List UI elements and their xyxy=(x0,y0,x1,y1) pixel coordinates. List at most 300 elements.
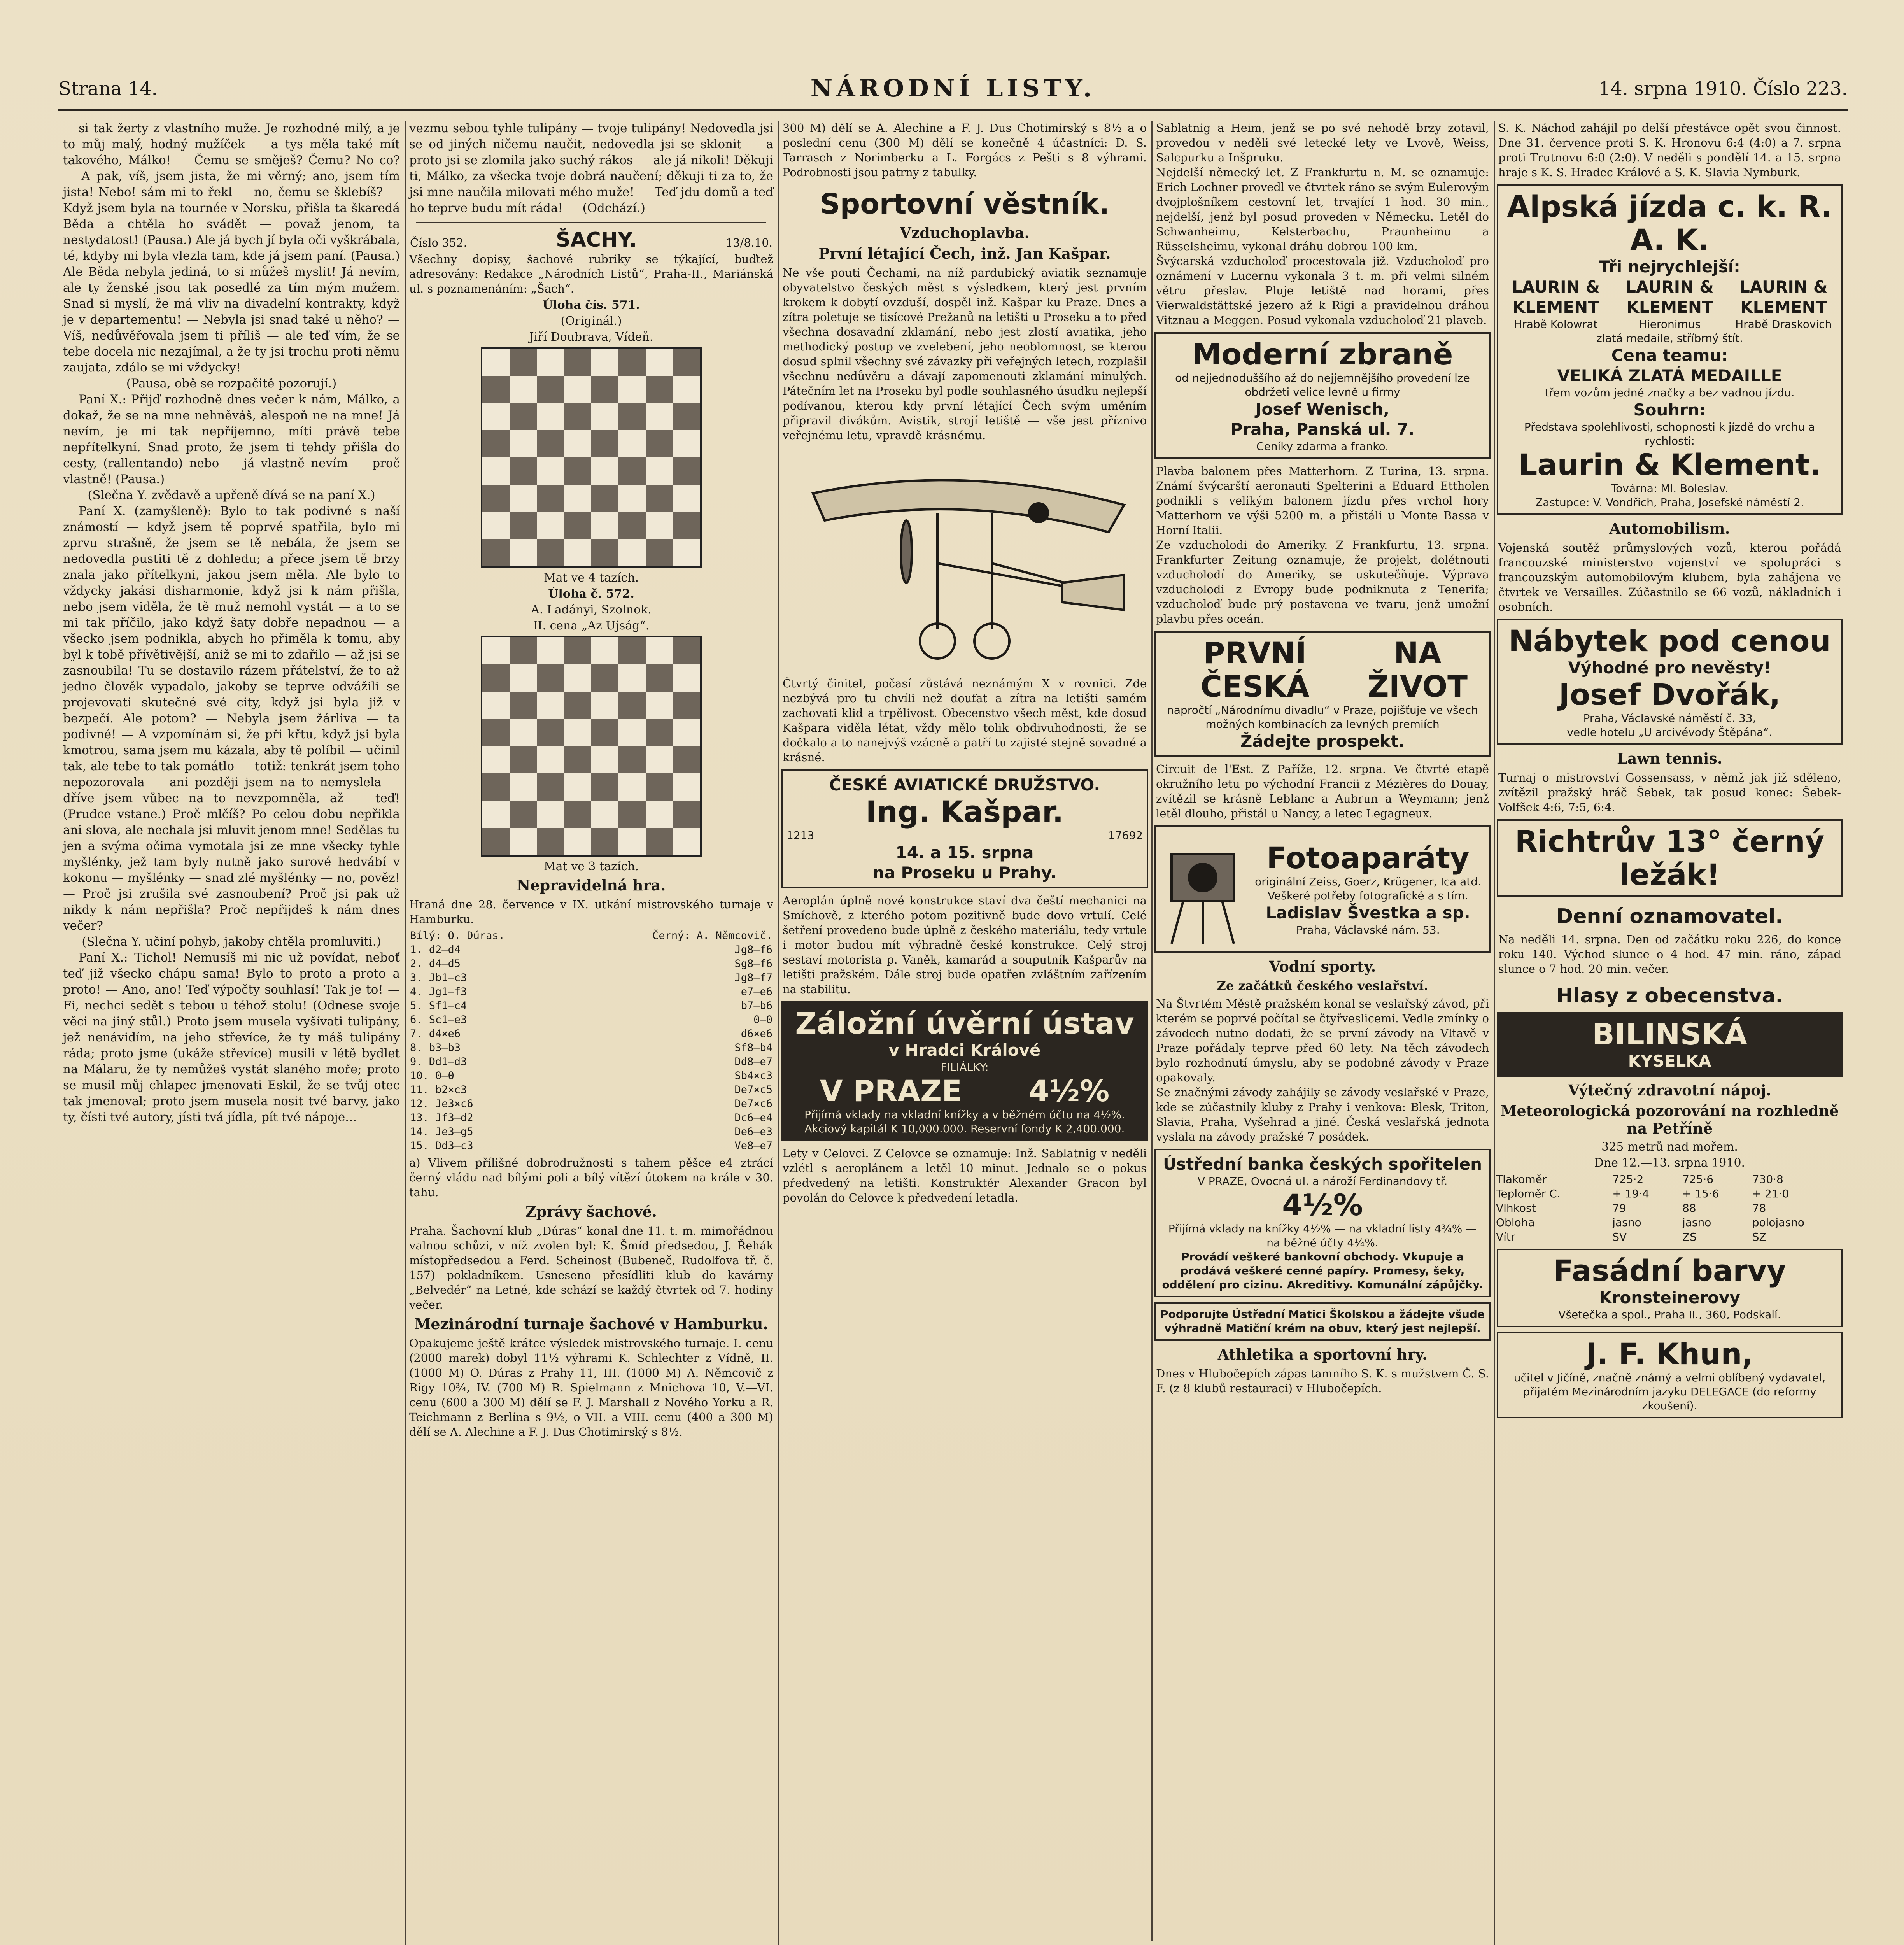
meteo-value: 79 xyxy=(1612,1202,1626,1214)
board-square xyxy=(673,801,700,828)
white-move: 5. Sf1—c4 xyxy=(410,1000,467,1012)
board-square xyxy=(482,664,510,692)
white-move: 10. 0—0 xyxy=(410,1070,454,1082)
black-move: d6×e6 xyxy=(741,1028,772,1040)
alpine-ad-summary: Souhrn: xyxy=(1633,400,1706,419)
board-square xyxy=(564,637,591,664)
meteo-row xyxy=(1494,1201,1846,1215)
white-player: Bílý: O. Dúras. xyxy=(410,930,505,942)
board-square xyxy=(564,746,591,773)
mineral-water-ad xyxy=(1497,1012,1843,1077)
meteo-row xyxy=(1494,1215,1846,1230)
savings-bank-text: Přijímá vklady na vkladní knížky a v běžném účtu na 4½%. Akciový kapitál K 10,000.000. Reservní fondy K 2,400.000. xyxy=(804,1108,1125,1135)
board-square xyxy=(591,539,618,566)
board-square xyxy=(618,692,646,719)
sport-text: Ne vše pouti Čechami, na níž pardubický aviatik seznamuje obyvatelstvo českých měst s výsledkem, který jest prvním krokem k dobytí ovzduší, dospěl inž. Kašpar ku Praze. Dnes a zítra poletuje se tisícové Prežanů na letišti u Proseku a to před všechna dosavadní zklamání, nebo jest zlostí aviatika, jeho methodický postup ve zvelebení, jeho neoblomnost, se kterou dosud splnil všechny své závazky při veřejných letech, rozplašil všechnu nedůvěru a dávají zapomenouti zklamání minulých. Pátečním let na Proseku byl podle souhlasného úsudku nejlepší podívanou, kterou kdy první létající Čech svým uměním připravil divákům. Avistik, strojí letiště — vše jest příznivo veřejnému letu, vpravdě krásnému. xyxy=(783,266,1147,442)
board-square xyxy=(646,512,673,539)
move-row xyxy=(410,1111,772,1125)
insurance-ad-title-row xyxy=(1160,636,1485,703)
problem-1-title: Úloha čís. 571. xyxy=(543,298,640,312)
board-square xyxy=(618,403,646,430)
board-square xyxy=(673,457,700,485)
board-square xyxy=(618,801,646,828)
board-square xyxy=(618,539,646,566)
board-square xyxy=(646,485,673,512)
feuilleton-end: vezmu sebou tyhle tulipány — tvoje tulipány! Nedovedla jsi se od jiných ničemu naučit, nedovedla jsi se sklonit — a proto jsi se zlomila jako suchý rákos — ale já nikoli! Děkuji ti, Málko, za všecka tvoje dobrá naučení; děkuji ti za to, že jsi mne naučila milovati mého muže! — Teď jdu domů a teď ho teprve budu mít ráda! — (Odchází.) xyxy=(409,121,773,215)
news-1: Sablatnig a Heim, jenž se po své nehodě brzy zotavil, provedou v neděli své letecké lety ve Lvově, Weiss, Salcpurku a Inšpruku. xyxy=(1156,121,1489,164)
meteo-value: 88 xyxy=(1682,1202,1696,1214)
car-driver: Hrabě Draskovich xyxy=(1735,318,1832,331)
chess-intro: Všechny dopisy, šachové rubriky se týkající, buďtež adresovány: Redakce „Národních Listů“, Praha-II., Mariánská ul. s poznamenáním: „Šach“. xyxy=(409,252,773,295)
board-square xyxy=(510,801,537,828)
news-3: Švýcarská vzducholoď procestovala již. Vzducholoď pro oznámení v Lucernu vykonala 3 t. m. při velmi silném větru přeslav. Pluje letiště nad horami, přes Vierwaldstättské jezero až k Rigi a pravidelnou dráhou Vitznau a Meggen. Posud vykonala vzducholoď 21 plaveb. xyxy=(1156,254,1489,327)
meteo-row xyxy=(1494,1186,1846,1201)
move-row xyxy=(410,1013,772,1027)
board-square xyxy=(646,457,673,485)
facade-ad-sub: Kronsteinerovy xyxy=(1599,1288,1740,1307)
circuit-news: Circuit de l'Est. Z Paříže, 12. srpna. Ve čtvrté etapě okružního letu po východní Francii z Mézières do Douay, zvítězil se krásně Leblanc a Aubrun a Weymann; jenž letěl dlouho, přistál u Nancy, a letec Legagneux. xyxy=(1156,762,1489,820)
weapons-ad-firm: Josef Wenisch, xyxy=(1255,400,1390,419)
paragraph: Paní X.: Přijď rozhodně dnes večer k nám, Málko, a dokaž, že se na mne nehněváš, alespoň ne na mne! Já nevím, je mi tak nepříjemno, míti právě tebe nepřítelkyní. Snad proto, že jsem ti tehdy přišla do cesty, (rallentando) nebo — já vlastně nevím — proč vlastně! (Pausa.) xyxy=(63,393,400,486)
sport-text-2: Čtvrtý činitel, počasí zůstává neznámým X v rovnici. Zde nezbývá pro tu chvíli než doufat a zítra na letišti samém zachovati klid a trpělivost. Obecenstvo všech měst, kde dosud Kašpara viděla létat, vždy mělo tolik obdivuhodnosti, že se dočkalo a to nanejvýš vzácně a patří tu zajisté stejně sovadné a krásné. xyxy=(783,677,1147,764)
facade-ad-firm: Všetečka a spol., Praha II., 360, Podskalí. xyxy=(1558,1308,1781,1321)
furniture-ad-title: Nábytek pod cenou xyxy=(1508,624,1831,658)
central-bank-title: Ústřední banka českých spořitelen xyxy=(1163,1155,1482,1174)
move-row xyxy=(410,957,772,971)
white-move: 4. Jg1—f3 xyxy=(410,986,467,998)
water-sports-text: Na Štvrtém Městě pražském konal se veslařský závod, při kterém se poprvé počítal se čtyřveslicemi. Vedle zmínky o závodech nutno dodati, že se první závody na Vltavě v Praze pořádaly teprve před 60 lety. Na těch závodech bylo rozhodnutí úmyslu, aby se podobné závody v Praze opakovaly. xyxy=(1156,997,1489,1084)
aeroplane-news: Aeroplán úplně nové konstrukce staví dva čeští mechanici na Smíchově, z kterého potom pozitivně bude dovo vrtulí. Celé šetření provedeno bude úplně z českého materiálu, tedy vrtule i motor budou mít výhradně české konstrukce. Celý stroj sestaví motorista p. Vaněk, kamarád a souputník Kašparův na letišti pražském. Dále stroj bude opatřen zvláštním zařízením na stabilitu. xyxy=(783,894,1147,996)
central-bank-rate: 4½% xyxy=(1282,1188,1363,1222)
insurance-ad-title-1: PRVNÍ ČESKÁ xyxy=(1200,636,1310,704)
chess-board-2 xyxy=(481,636,702,857)
board-square xyxy=(564,430,591,457)
board-square xyxy=(482,746,510,773)
move-row xyxy=(410,999,772,1013)
board-square xyxy=(482,376,510,403)
moves-list xyxy=(410,943,772,1153)
white-move: 3. Jb1—c3 xyxy=(410,972,467,984)
black-move: e7—e6 xyxy=(741,986,772,998)
board-square xyxy=(673,376,700,403)
board-square xyxy=(673,539,700,566)
tennis-title: Lawn tennis. xyxy=(1617,750,1722,767)
camera-ad-address: Praha, Václavské nám. 53. xyxy=(1296,923,1440,936)
move-row xyxy=(410,985,772,999)
game-notes: a) Vlivem přílišné dobrodružnosti s tahem pěšce e4 ztrácí černý vládu nad bílými poli a bílý vítězí útokem na krále v 30. tahu. xyxy=(409,1156,773,1199)
meteo-date: Dne 12.—13. srpna 1910. xyxy=(1594,1156,1745,1170)
chess-news: Praha. Šachovní klub „Dúras“ konal dne 11. t. m. mimořádnou valnou schůzi, v níž zvolen byl: K. Šmíd předsedou, J. Řehák místopředsedou a Ferd. Scheinost (Bubeneč, Rudolfova tř. č. 157) pokladníkem. Usneseno přesídliti klub do kavárny „Belvedér“ na Letné, kde schází se každý čtvrtek od 7. hodiny večer. xyxy=(409,1224,773,1311)
furniture-ad-address: Praha, Václavské náměstí č. 33, xyxy=(1583,712,1756,725)
problem-1-author: Jiří Doubrava, Vídeň. xyxy=(529,330,653,344)
insurance-ad-title-2: NA ŽIVOT xyxy=(1367,636,1468,704)
black-move: De7×c6 xyxy=(734,1098,772,1110)
board-square xyxy=(618,773,646,801)
board-square xyxy=(537,801,564,828)
mineral-water-title: BILINSKÁ xyxy=(1592,1017,1747,1051)
board-square xyxy=(591,349,618,376)
black-move: Jg8—f6 xyxy=(734,944,772,956)
savings-bank-rate: 4½% xyxy=(1028,1074,1110,1108)
board-square xyxy=(510,637,537,664)
car-driver: Hrabě Kolowrat xyxy=(1514,318,1598,331)
meteo-value: 725·2 xyxy=(1612,1173,1644,1186)
move-row xyxy=(410,1083,772,1097)
black-move: 0—0 xyxy=(753,1014,772,1026)
game-moves xyxy=(410,929,772,1153)
sport-subtitle: Vzduchoplavba. xyxy=(900,224,1030,242)
tennis-text: Turnaj o mistrovství Gossensass, v němž jak již sděleno, zvítězil pražský hráč Šebek, tak posud konec: Šebek-Volfšek 4:6, 7:5, 6:4. xyxy=(1498,771,1841,814)
column-1 xyxy=(58,121,406,1945)
meteo-value: 78 xyxy=(1752,1202,1766,1214)
car-brand: LAURIN & KLEMENT xyxy=(1625,277,1714,317)
move-row xyxy=(410,1027,772,1041)
nachod-news: S. K. Náchod zahájil po delší přestávce opět svou činnost. Dne 31. července proti S. K. Hronovu 6:4 (4:0) a 7. srpna proti Trutnovu 6:0 (2:0). V neděli s pondělí 14. a 15. srpna hraje s K. S. Hradec Králové a S. K. Slavia Nymburk. xyxy=(1498,121,1841,179)
mineral-water-text: Výtečný zdravotní nápoj. xyxy=(1568,1081,1771,1099)
board-square xyxy=(646,637,673,664)
meteo-value: jasno xyxy=(1682,1216,1711,1229)
furniture-ad xyxy=(1497,619,1843,745)
board-square xyxy=(618,485,646,512)
public-voices-title: Hlasy z obecenstva. xyxy=(1556,984,1783,1008)
board-square xyxy=(618,430,646,457)
board-square xyxy=(591,403,618,430)
board-square xyxy=(673,485,700,512)
board-square xyxy=(564,403,591,430)
alpine-ad-agent: Zastupce: V. Vondřich, Praha, Josefské náměstí 2. xyxy=(1535,496,1804,509)
masthead-title: NÁRODNÍ LISTY. xyxy=(810,74,1096,102)
players-row xyxy=(410,929,772,943)
alpine-ad-small: třem vozům jedné značky a bez vadnou jízdu. xyxy=(1545,386,1795,399)
meteo-value: + 15·6 xyxy=(1682,1187,1719,1200)
alpine-ad-cars xyxy=(1502,277,1837,331)
aviation-ad-date: 14. a 15. srpna xyxy=(895,843,1034,862)
facade-ad-title: Fasádní barvy xyxy=(1553,1253,1786,1288)
camera-ad-title: Fotoaparáty xyxy=(1266,841,1470,875)
beer-ad-text: Richtrův 13° černý ležák! xyxy=(1515,824,1825,892)
board-square xyxy=(591,773,618,801)
board-square xyxy=(537,430,564,457)
mineral-water-sub: KYSELKA xyxy=(1628,1051,1711,1071)
board-square xyxy=(510,376,537,403)
meteo-label: Tlakoměr xyxy=(1496,1173,1547,1186)
board-square xyxy=(646,349,673,376)
meteo-label: Vítr xyxy=(1496,1230,1515,1243)
board-square xyxy=(537,828,564,855)
daily-announcer-title: Denní oznamovatel. xyxy=(1556,905,1783,928)
paragraph: Paní X. (zamyšleně): Bylo to tak podivné s naší známostí — když jsem tě poprvé spatřila, bylo mi zprvu strašně, že jsem se tě nebála, že jsem se nedovedla pustiti tě z dohledu; a přece jsem tě brzy znala jako přítelkyni, jakou jsem měla. Ale bylo to vždycky jakási disharmonie, když jsi k nám přišla, nebo jsem viděla, že tě muž nemohl vystát — a to se mi tak příčilo, jako když šaty dobře nepadnou — a všecko jsem podnikla, abych ho přiměla k tomu, aby byl k tobě přívětivější, aniž se mi to zdařilo — až jsi se zasnoubila! Tu se dostavilo rázem přátelství, že to až jedno člověk vypadalo, jakoby se teprve odvážili se projevovati skutečné své city, když jsi byla již v bezpečí. Ale potom? — Nebyla jsem žárliva — ta podivné! — A vzpomínám si, že při křtu, když jsi byla kmotrou, sama jsem mu kázala, aby tě políbil — učinil tak, ale tebe to tak pomátlo — totiž: tenkrát jsem toho nepozorovala — ani později jsem na to nemyslela — dříve jsem vůbec na to nevzpomněla, až — teď! (Prudce vstane.) Proč mlčíš? Po celou dobu nepřikla ani slova, ale nechala jsi mluvit jenom mne! Sedělas tu jen a svýma očima vymotala jsi ze mne všecky tyhle myšlénky, jež tam byly nutně jako surové hedvábí v kokonu — myšlénky — snad zlé myšlénky — no, pověz! — Proč jsi zrušila své zasnoubení? Proč jsi pak už nikdy k nám nepřišla? Proč nepřijdeš k nám dnes večer? xyxy=(63,504,400,933)
board-square xyxy=(618,719,646,746)
board-square xyxy=(591,692,618,719)
board-square xyxy=(510,719,537,746)
automobile-title: Automobilism. xyxy=(1609,520,1730,537)
white-move: 7. d4×e6 xyxy=(410,1028,461,1040)
board-square xyxy=(646,692,673,719)
sport-headline: První létající Čech, inž. Jan Kašpar. xyxy=(818,245,1111,262)
board-square xyxy=(482,430,510,457)
paragraph: Paní X.: Tichol! Nemusíš mi nic už povídat, neboť teď již všecko chápu sama! Bylo to proto a proto a proto! — Ano, ano! Teď výpočty souhlasí! Tak je to! — Fi, nechci sedět s tebou u téhož stolu! (Odnese svoje věci na jiný stůl.) Proto jsem musela vyšívati tulipány, jež nenávidím, na jeho střevíce, že ty máš tulipány ráda; proto jsme (ukáže střevíce) musili v létě bydlet na Málaru, že ty nemůžeš vystát slaného moře; proto se musil můj chlapec jmenovati Eskil, že se tvůj otec tak jmenoval; proto jsem musela nosit tvé barvy, jako ty, čísti tvé autory, jísti tvá jídla, pít tvé nápoje... xyxy=(63,951,400,1124)
chess-date: 13/8.10. xyxy=(725,236,772,249)
board-square xyxy=(618,828,646,855)
car-driver: Hieronimus xyxy=(1638,318,1701,331)
move-row xyxy=(410,1069,772,1083)
beer-ad xyxy=(1497,819,1843,897)
aviation-ad-title: ČESKÉ AVIATICKÉ DRUŽSTVO. xyxy=(829,775,1100,794)
meteo-row xyxy=(1494,1172,1846,1186)
central-bank-address: V PRAZE, Ovocná ul. a nároží Ferdinandovy tř. xyxy=(1197,1175,1448,1188)
central-bank-note: Provádí veškeré bankovní obchody. Vkupuje a prodává veškeré cenné papíry. Promesy, šeky, oddělení pro cizinu. Akreditivy. Komunální zápůjčky. xyxy=(1162,1250,1483,1291)
board-square xyxy=(482,539,510,566)
board-square xyxy=(646,430,673,457)
black-move: Sg8—f6 xyxy=(734,958,772,970)
issue-date: 14. srpna 1910. Číslo 223. xyxy=(1598,78,1848,100)
board-square xyxy=(646,539,673,566)
daily-announcer-text: Na neděli 14. srpna. Den od začátku roku 226, do konce roku 140. Východ slunce o 4 hod. 47 min. ráno, západ slunce o 7 hod. 20 min. večer. xyxy=(1498,933,1841,976)
meteo-value: SZ xyxy=(1752,1230,1767,1243)
column-4 xyxy=(1151,121,1495,1945)
board-square xyxy=(673,637,700,664)
move-row xyxy=(410,971,772,985)
savings-bank-place: v Hradci Králové xyxy=(888,1041,1041,1060)
page-header xyxy=(58,74,1848,111)
facade-paint-ad xyxy=(1497,1249,1843,1327)
alpine-ad-title: Alpská jízda c. k. R. A. K. xyxy=(1507,189,1832,257)
matice-text: Podporujte Ústřední Matici Školskou a žádejte všude výhradně Matiční krém na obuv, který jest nejlepší. xyxy=(1160,1308,1485,1335)
meteo-row xyxy=(1494,1230,1846,1244)
furniture-ad-firm: Josef Dvořák, xyxy=(1559,677,1781,712)
board-square xyxy=(673,349,700,376)
camera-illustration xyxy=(1160,831,1245,948)
tournament-text: Opakujeme ještě krátce výsledek mistrovského turnaje. I. cenu (2000 marek) dobyl 11½ výhrami K. Schlechter z Vídně, II. (1000 M) O. Dúras z Prahy 11, III. (1000 M) A. Němcovič z Rigy 10¾, IV. (700 M) R. Spielmann z Mnichova 10, V.—VI. cenu (600 a 300 M) dělí se F. J. Marshall z Nového Yorku a R. Teichmann z Berlína s 9½, o VII. a VIII. cenu (400 a 300 M) dělí se A. Alechine a F. J. Dus Chotimirský s 8½. xyxy=(409,1337,773,1439)
chess-title: ŠACHY. xyxy=(556,228,637,252)
alpine-ad-team: Cena teamu: xyxy=(1611,346,1728,365)
board-square xyxy=(564,692,591,719)
board-square xyxy=(537,403,564,430)
board-square xyxy=(537,746,564,773)
meteo-value: 730·8 xyxy=(1752,1173,1783,1186)
board-square xyxy=(537,512,564,539)
alpine-ad-subtitle: Tři nejrychlejší: xyxy=(1599,257,1740,276)
khun-ad-text: učitel v Jičíně, značně známý a velmi oblíbený vydavatel, přijatém Mezinárodním jazyku DELEGACE (do reformy zkoušení). xyxy=(1513,1371,1826,1412)
meteo-title: Meteorologická pozorování na rozhledně na Petříně xyxy=(1500,1102,1839,1137)
board-square xyxy=(510,773,537,801)
board-square xyxy=(673,719,700,746)
board-square xyxy=(591,376,618,403)
chess-conclusion: 300 M) dělí se A. Alechine a F. J. Dus Chotimirský s 8½ a o poslední cenu (300 M) dělí se konečně 4 účastníci: D. S. Tarrasch z Norimberku a L. Forgács z Pešti s 8 výhrami. Podrobnosti jsou patrny z tabulky. xyxy=(783,121,1147,179)
automobile-text: Vojenská soutěž průmyslových vozů, kterou pořádá francouzské ministerstvo vojenství ve spolupráci s francouzským automobilovým klubem, byla zahájena ve čtvrtek ve Versailles. Zúčastnilo se 66 vozů, nákladních i osobních. xyxy=(1498,541,1841,613)
board-square xyxy=(646,773,673,801)
move-row xyxy=(410,1055,772,1069)
board-square xyxy=(618,349,646,376)
water-sports-title: Vodní sporty. xyxy=(1269,958,1376,975)
weapons-ad xyxy=(1154,332,1491,459)
board-square xyxy=(618,637,646,664)
paragraph: (Slečna Y. zvědavě a upřeně dívá se na paní X.) xyxy=(88,488,375,502)
savings-bank-ad xyxy=(781,1001,1148,1141)
meteo-value: polojasno xyxy=(1752,1216,1804,1229)
black-move: b7—b6 xyxy=(741,1000,772,1012)
black-move: Sb4×c3 xyxy=(734,1070,772,1082)
alpine-ad-big: VELIKÁ ZLATÁ MEDAILLE xyxy=(1557,366,1782,385)
board-square xyxy=(591,512,618,539)
aviation-ad-name: Ing. Kašpar. xyxy=(865,794,1064,829)
board-square xyxy=(673,746,700,773)
board-square xyxy=(482,692,510,719)
board-square xyxy=(482,403,510,430)
board-square xyxy=(482,485,510,512)
khun-ad xyxy=(1497,1332,1843,1418)
black-move: Ve8—e7 xyxy=(734,1140,772,1152)
weapons-ad-sub: od nejjednoduššího až do nejjemnějšího provedení lze obdržeti velice levně u firmy xyxy=(1175,371,1470,398)
board-square xyxy=(537,457,564,485)
furniture-ad-note: vedle hotelu „U arcivévody Štěpána“. xyxy=(1567,726,1773,739)
board-square xyxy=(564,457,591,485)
move-row xyxy=(410,1125,772,1139)
meteo-table xyxy=(1494,1172,1846,1244)
alpine-ad-firm: Laurin & Klement. xyxy=(1518,447,1821,482)
black-move: Sf8—b4 xyxy=(734,1042,772,1054)
meteo-label: Obloha xyxy=(1496,1216,1535,1229)
camera-ad-firm: Ladislav Švestka a sp. xyxy=(1266,903,1470,922)
board-square xyxy=(673,664,700,692)
black-move: Dc6—e4 xyxy=(734,1112,772,1124)
aviation-ad-numbers xyxy=(786,829,1143,843)
black-move: De6—e3 xyxy=(734,1126,772,1138)
board-square xyxy=(591,746,618,773)
board-square xyxy=(591,828,618,855)
meteo-label: Vlhkost xyxy=(1496,1202,1536,1214)
board-square xyxy=(564,664,591,692)
aviation-ad xyxy=(781,769,1148,888)
board-square xyxy=(537,773,564,801)
weapons-ad-address: Praha, Panská ul. 7. xyxy=(1230,420,1415,439)
white-move: 8. b3—b3 xyxy=(410,1042,461,1054)
problem-1-caption: Mat ve 4 tazích. xyxy=(543,571,639,585)
alpine-ad-medal: zlatá medaile, stříbrný štít. xyxy=(1596,332,1743,345)
board-square xyxy=(510,349,537,376)
tournament-title: Mezinárodní turnaje šachové v Hamburku. xyxy=(414,1315,768,1333)
white-move: 2. d4—d5 xyxy=(410,958,461,970)
white-move: 14. Je3—g5 xyxy=(410,1126,473,1138)
board-square xyxy=(537,376,564,403)
board-square xyxy=(591,430,618,457)
column-5 xyxy=(1494,121,1846,1945)
board-square xyxy=(510,430,537,457)
board-square xyxy=(564,719,591,746)
board-square xyxy=(591,457,618,485)
meteo-value: ZS xyxy=(1682,1230,1697,1243)
board-square xyxy=(482,719,510,746)
board-square xyxy=(510,828,537,855)
board-square xyxy=(537,692,564,719)
board-square xyxy=(673,512,700,539)
black-move: De7×c5 xyxy=(734,1084,772,1096)
move-row xyxy=(410,943,772,957)
savings-bank-row xyxy=(786,1074,1143,1108)
savings-bank-title: Záložní úvěrní ústav xyxy=(795,1006,1134,1041)
america-news: Ze vzducholodi do Ameriky. Z Frankfurtu, 13. srpna. Frankfurter Zeitung oznamuje, že projekt, dolétnouti vzducholodí do Ameriky, se uskutečňuje. Výprava vzducholodi z Evropy bude podniknuta z Tenerifa; vzducholoď bude prý postavena ve tvaru, jenž umožní plavbu přes oceán. xyxy=(1156,538,1489,626)
board-square xyxy=(510,403,537,430)
matice-ad xyxy=(1154,1302,1491,1341)
board-square xyxy=(673,430,700,457)
board-square xyxy=(646,664,673,692)
column-3-sports xyxy=(778,121,1153,1941)
move-row xyxy=(410,1139,772,1153)
alpine-ad-note: Představa spolehlivosti, schopnosti k jízdě do vrchu a rychlosti: xyxy=(1524,421,1815,447)
board-square xyxy=(510,512,537,539)
white-move: 13. Jf3—d2 xyxy=(410,1112,473,1124)
problem-2-caption: Mat ve 3 tazích. xyxy=(543,860,639,873)
chess-board-1 xyxy=(481,347,702,568)
khun-ad-title: J. F. Khun, xyxy=(1586,1337,1753,1371)
board-square xyxy=(564,539,591,566)
board-square xyxy=(591,485,618,512)
board-square xyxy=(510,746,537,773)
board-square xyxy=(591,637,618,664)
column-2-chess xyxy=(405,121,779,1945)
board-square xyxy=(564,349,591,376)
chess-news-title: Zprávy šachové. xyxy=(525,1203,657,1220)
move-row xyxy=(410,1097,772,1111)
board-square xyxy=(482,773,510,801)
black-move: Dd8—e7 xyxy=(734,1056,772,1068)
board-square xyxy=(673,403,700,430)
white-move: 1. d2—d4 xyxy=(410,944,461,956)
insurance-ad xyxy=(1154,631,1491,757)
board-square xyxy=(510,664,537,692)
board-square xyxy=(591,719,618,746)
board-square xyxy=(564,376,591,403)
board-square xyxy=(537,637,564,664)
board-square xyxy=(646,376,673,403)
news-2: Nejdelší německý let. Z Frankfurtu n. M. se oznamuje: Erich Lochner provedl ve čtvrtek ráno se svým Eulerovým dvojplošníkem cestovní let, trvající 1 hod. 30 min., nejdelší, jenž byl posud proveden v Německu. Letěl do Schwanheimu, Kelsterbachu, Praunheimu a Rüsselsheimu, vykonal dráhu dobrou 100 km. xyxy=(1156,166,1489,253)
alpine-ride-ad xyxy=(1497,184,1843,515)
board-square xyxy=(591,664,618,692)
page-number: Strana 14. xyxy=(58,78,158,100)
board-square xyxy=(537,664,564,692)
move-row xyxy=(410,1041,772,1055)
furniture-ad-sub: Výhodné pro nevěsty! xyxy=(1568,658,1771,677)
problem-2-prize: II. cena „Az Ujság“. xyxy=(533,619,650,633)
water-sports-subtitle: Ze začátků českého veslařství. xyxy=(1217,978,1428,993)
board-square xyxy=(646,719,673,746)
aeroplane-illustration xyxy=(790,447,1140,672)
savings-bank-filials: FILIÁLKY: xyxy=(941,1061,989,1074)
car-brand: LAURIN & KLEMENT xyxy=(1739,277,1828,317)
weapons-ad-note: Ceníky zdarma a franko. xyxy=(1256,440,1389,453)
white-move: 12. Je3×c6 xyxy=(410,1098,473,1110)
sport-title: Sportovní věstník. xyxy=(820,187,1110,220)
board-square xyxy=(482,637,510,664)
game-intro: Hraná dne 28. července v IX. utkání mistrovského turnaje v Hamburku. xyxy=(409,898,773,926)
board-square xyxy=(510,485,537,512)
board-square xyxy=(646,403,673,430)
board-square xyxy=(482,457,510,485)
white-move: 11. b2×c3 xyxy=(410,1084,467,1096)
board-square xyxy=(673,773,700,801)
board-square xyxy=(537,349,564,376)
board-square xyxy=(482,512,510,539)
alpine-ad-factory: Továrna: Ml. Boleslav. xyxy=(1611,482,1729,495)
balloon-news: Plavba balonem přes Matterhorn. Z Turina, 13. srpna. Známí švýcarští aeronauti Spelterini a Eduard Ettholen podnikli s velikým balonem jízdu přes vrchol hory Matterhorn ve výši 5200 m. a přistáli u Monte Bassa v Horní Italii. xyxy=(1156,464,1489,537)
camera-ad xyxy=(1154,825,1491,953)
white-move: 6. Sc1—e3 xyxy=(410,1014,467,1026)
paragraph: (Pausa, obě se rozpačitě pozorují.) xyxy=(126,377,337,391)
insurance-ad-more: Žádejte prospekt. xyxy=(1240,732,1405,751)
weapons-ad-title: Moderní zbraně xyxy=(1192,337,1453,371)
meteo-value: SV xyxy=(1612,1230,1627,1243)
board-square xyxy=(646,746,673,773)
